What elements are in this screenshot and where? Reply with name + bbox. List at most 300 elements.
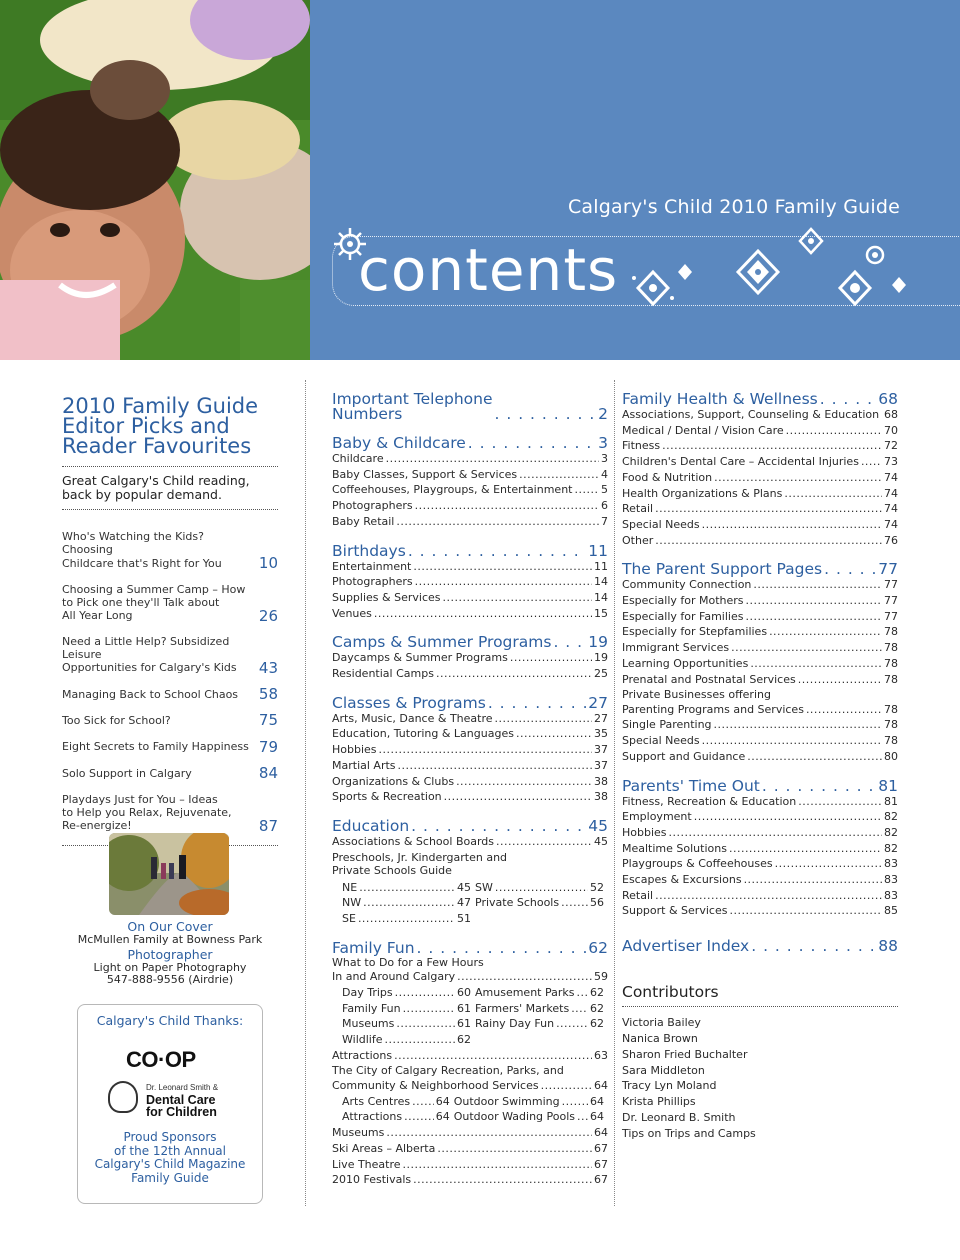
header-band <box>310 0 960 360</box>
leader-dots <box>744 872 882 888</box>
private-businesses-text: Private Businesses offering <box>622 688 771 702</box>
leader-dots <box>561 895 588 911</box>
entry-page: 74 <box>884 486 898 500</box>
leader-dots <box>745 609 882 625</box>
photographer-phone: 547-888-9556 (Airdrie) <box>106 973 234 986</box>
leader-dots <box>359 880 455 896</box>
toc-entry[interactable] <box>332 498 608 514</box>
feature-title: Too Sick for School? <box>62 713 171 727</box>
family-walking-photo <box>109 833 229 915</box>
feature-item[interactable] <box>62 763 278 782</box>
entry-page: 74 <box>884 502 898 516</box>
entry-label: SW <box>475 880 493 894</box>
entry-label: Residential Camps <box>332 667 434 681</box>
toc-pair <box>332 1001 608 1017</box>
dental-doctor: Dr. Leonard Smith & <box>146 1083 219 1092</box>
feature-item[interactable] <box>62 711 278 730</box>
toc-entry[interactable] <box>332 711 608 727</box>
entry-page: 77 <box>884 578 898 592</box>
entry-page: 68 <box>884 408 898 421</box>
leader-dots <box>379 742 592 758</box>
snowflake-icon <box>796 226 826 256</box>
leader-dots <box>404 1109 434 1125</box>
leader-dots <box>753 577 882 593</box>
leader-dots <box>457 969 592 985</box>
feature-item[interactable] <box>62 530 278 570</box>
entry-page: 45 <box>457 880 471 894</box>
feature-page: 84 <box>258 763 278 782</box>
toc-entry[interactable] <box>454 1109 608 1125</box>
entry-page: 62 <box>590 1001 604 1015</box>
toc-entry[interactable] <box>332 969 608 985</box>
entry-label: Immigrant Services <box>622 641 730 655</box>
feature-title: Playdays Just for You – Ideas to Help you Relax, Rejuvenate, Re-energize! <box>62 792 232 833</box>
leader-dots <box>576 985 588 1001</box>
toc-entry[interactable] <box>332 1172 608 1188</box>
feature-page: 87 <box>258 816 278 835</box>
entry-page: 27 <box>594 711 608 725</box>
section-page: 11 <box>588 541 608 560</box>
leader-dots <box>798 672 882 688</box>
leader-dots <box>386 1125 592 1141</box>
leader-dots <box>386 451 599 467</box>
sponsors-box <box>77 1004 263 1204</box>
leader-dots <box>751 939 876 954</box>
preschool-guide-text: Preschools, Jr. Kindergarten and Private Schools Guide <box>332 850 508 878</box>
toc-entry[interactable] <box>622 749 898 765</box>
entry-page: 62 <box>457 1033 471 1047</box>
entry-label: Martial Arts <box>332 758 396 772</box>
leader-dots <box>655 533 882 549</box>
section-title: The Parent Support Pages <box>622 560 823 579</box>
toc-entry[interactable] <box>342 1001 475 1017</box>
section-title: Baby & Childcare <box>332 434 466 452</box>
entry-page: 47 <box>457 896 471 910</box>
toc-entry[interactable] <box>332 834 608 850</box>
section-page: 77 <box>878 560 898 579</box>
leader-dots <box>541 1078 592 1094</box>
toc-pair <box>332 1094 608 1110</box>
entry-label: Baby Retail <box>332 514 395 528</box>
toc-entry[interactable] <box>622 717 898 733</box>
entry-page: 83 <box>884 873 898 887</box>
toc-entry[interactable] <box>622 672 898 688</box>
leader-dots <box>510 650 592 666</box>
toc-entry[interactable] <box>332 1157 608 1173</box>
entry-page: 78 <box>884 656 898 670</box>
feature-page: 75 <box>258 711 278 730</box>
leader-dots <box>553 635 586 650</box>
leader-dots <box>714 470 882 486</box>
toc-entry[interactable] <box>622 624 898 640</box>
section-title: Family Health & Wellness <box>622 390 818 408</box>
leader-dots <box>798 794 882 810</box>
toc-entry[interactable] <box>332 559 608 575</box>
entry-page: 67 <box>594 1157 608 1171</box>
toc-entry[interactable] <box>622 533 898 549</box>
entry-page: 70 <box>884 423 898 437</box>
toc-entry[interactable] <box>332 1048 608 1064</box>
toc-entry[interactable] <box>622 577 898 593</box>
entry-page: 64 <box>435 1094 450 1108</box>
leader-dots <box>417 941 587 956</box>
entry-page: 72 <box>884 439 898 453</box>
entry-page: 14 <box>594 575 608 589</box>
section-title: Family Fun <box>332 938 415 957</box>
leader-dots <box>408 544 586 559</box>
leader-dots <box>729 903 882 919</box>
entry-label: Private Schools <box>475 896 560 910</box>
editor-picks-column <box>62 392 278 1185</box>
toc-entry[interactable] <box>342 880 475 896</box>
entry-page: 38 <box>594 790 608 804</box>
entry-page: 4 <box>601 467 608 481</box>
contributor-name: Sharon Fried Buchalter <box>622 1047 748 1061</box>
entry-label: Outdoor Wading Pools <box>453 1110 576 1124</box>
contributor-name: Dr. Leonard B. Smith <box>622 1110 736 1124</box>
section-heading[interactable] <box>622 392 898 407</box>
snowflake-icon <box>890 276 908 294</box>
leader-dots <box>786 423 882 439</box>
toc-entry[interactable] <box>622 501 898 517</box>
entry-label: Rainy Day Fun <box>475 1017 555 1031</box>
toc-entry[interactable] <box>622 903 898 919</box>
photographer-label: Photographer <box>127 947 213 962</box>
leader-dots <box>413 559 592 575</box>
leader-dots <box>824 562 876 577</box>
coop-logo: CO·OP <box>126 1047 196 1072</box>
toc-entry[interactable] <box>622 656 898 672</box>
leader-dots <box>731 640 882 656</box>
on-cover-text: McMullen Family at Bowness Park <box>77 933 263 946</box>
entry-label: Hobbies <box>622 825 667 839</box>
photographer-name: Light on Paper Photography <box>93 961 247 974</box>
contributor-name: Nanica Brown <box>622 1031 698 1045</box>
entry-label: Community Connection <box>622 578 752 592</box>
toc-entry[interactable] <box>342 1094 454 1110</box>
section-page: 88 <box>878 937 898 956</box>
leader-dots <box>571 1001 588 1017</box>
leader-dots <box>662 438 882 454</box>
toc-entry[interactable] <box>454 1094 608 1110</box>
toc-entry[interactable] <box>342 895 475 911</box>
entry-page: 11 <box>594 559 608 573</box>
leader-dots <box>669 825 882 841</box>
entry-page: 37 <box>594 743 608 757</box>
leader-dots <box>784 486 882 502</box>
contributor-name: Victoria Bailey <box>622 1016 701 1030</box>
section-page: 19 <box>588 633 608 652</box>
leader-dots <box>488 696 586 711</box>
section-title: Birthdays <box>332 541 406 560</box>
leader-dots <box>456 774 592 790</box>
toc-entry[interactable] <box>622 517 898 533</box>
cover-photo <box>109 833 229 915</box>
toc-entry[interactable] <box>622 640 898 656</box>
feature-page: 58 <box>258 684 278 703</box>
section-page: 62 <box>588 938 608 957</box>
toc-entry[interactable] <box>332 1078 608 1094</box>
leader-dots <box>861 454 882 470</box>
entry-label: Support and Guidance <box>622 749 746 763</box>
section-heading[interactable] <box>332 392 608 422</box>
leader-dots <box>495 711 592 727</box>
toc-entry[interactable] <box>622 794 898 810</box>
entry-label: Special Needs <box>622 734 700 748</box>
leader-dots <box>403 1001 455 1017</box>
section-heading[interactable] <box>332 938 608 957</box>
entry-label: Retail <box>622 502 654 516</box>
toc-entry[interactable] <box>332 451 608 467</box>
toc-entry[interactable] <box>332 1141 608 1157</box>
entry-page: 64 <box>594 1126 608 1140</box>
contributor-name: Krista Phillips <box>622 1095 696 1109</box>
entry-label: Escapes & Excursions <box>622 873 742 887</box>
section-page: 81 <box>878 776 898 795</box>
toc-entry[interactable] <box>622 423 898 439</box>
entry-label: Retail <box>622 888 654 902</box>
feature-title: Choosing a Summer Camp – How to Pick one they'll Talk about All Year Long <box>62 582 246 623</box>
feature-page: 26 <box>258 606 278 625</box>
entry-page: 14 <box>594 590 608 604</box>
entry-page: 64 <box>594 1078 608 1092</box>
entry-page: 78 <box>884 641 898 655</box>
entry-page: 25 <box>594 667 608 681</box>
contents-title: contents <box>358 236 619 304</box>
toc-entry[interactable] <box>332 789 608 805</box>
entry-label: NE <box>342 880 358 894</box>
toc-entry[interactable] <box>342 1016 475 1032</box>
toc-entry[interactable] <box>342 911 475 927</box>
entry-page: 5 <box>601 483 608 497</box>
leader-dots <box>363 895 455 911</box>
entry-page: 78 <box>884 625 898 639</box>
hero-photo <box>0 0 310 360</box>
entry-label: Day Trips <box>342 985 393 999</box>
contributor-name: Tracy Lyn Moland <box>622 1079 717 1093</box>
toc-entry[interactable] <box>622 470 898 486</box>
toc-entry[interactable] <box>622 609 898 625</box>
toc-entry[interactable] <box>622 486 898 502</box>
section-heading[interactable] <box>622 776 898 795</box>
toc-entry[interactable] <box>332 574 608 590</box>
leader-dots <box>443 590 593 606</box>
entry-page: 83 <box>884 888 898 902</box>
section-heading[interactable] <box>622 562 898 577</box>
leader-dots <box>437 1141 592 1157</box>
entry-label: Medical / Dental / Vision Care <box>622 423 784 437</box>
entry-label: Associations & School Boards <box>332 834 495 848</box>
entry-label: Baby Classes, Support & Services <box>332 467 518 481</box>
toc-entry[interactable] <box>475 895 608 911</box>
contents-column-middle <box>332 392 608 1188</box>
entry-label: Single Parenting <box>622 718 712 732</box>
leader-dots <box>436 666 592 682</box>
leader-dots <box>495 880 588 896</box>
contributors-heading: Contributors <box>622 983 719 1002</box>
toc-entry[interactable] <box>622 888 898 904</box>
leader-dots <box>694 809 882 825</box>
section-heading[interactable] <box>332 693 608 712</box>
leader-dots <box>519 467 599 483</box>
snowflake-icon <box>675 262 695 282</box>
entry-label: Especially for Stepfamilies <box>622 625 768 639</box>
entry-label: Especially for Mothers <box>622 594 744 608</box>
entry-label: Prenatal and Postnatal Services <box>622 672 796 686</box>
feature-title: Who's Watching the Kids? Choosing Childcare that's Right for You <box>62 530 222 570</box>
divider <box>62 466 278 467</box>
toc-entry[interactable] <box>332 758 608 774</box>
entry-label: Attractions <box>342 1110 403 1124</box>
toc-entry[interactable] <box>332 1125 608 1141</box>
section-title: Advertiser Index <box>622 937 750 956</box>
dental-seal-icon <box>108 1081 138 1113</box>
toc-entry[interactable] <box>622 702 898 718</box>
column-divider <box>614 380 615 1206</box>
entry-label: Organizations & Clubs <box>332 774 455 788</box>
entry-label: NW <box>342 896 362 910</box>
entry-label: Childcare <box>332 452 384 465</box>
toc-entry[interactable] <box>332 650 608 666</box>
section-heading[interactable] <box>622 939 898 954</box>
entry-label: Arts, Music, Dance & Theatre <box>332 711 493 725</box>
toc-entry[interactable] <box>622 407 898 423</box>
entry-label: SE <box>342 912 356 926</box>
entry-page: 85 <box>884 904 898 918</box>
entry-label: Amusement Parks <box>475 985 575 999</box>
contents-column-right <box>622 392 898 1142</box>
entry-label: Fitness, Recreation & Education <box>622 794 797 808</box>
section-page: 68 <box>878 390 898 408</box>
toc-entry[interactable] <box>622 872 898 888</box>
section-heading[interactable] <box>332 541 608 560</box>
divider <box>62 509 278 510</box>
entry-label: Learning Opportunities <box>622 656 749 670</box>
entry-label: Playgroups & Coffeehouses <box>622 857 773 871</box>
leader-dots <box>702 733 882 749</box>
feature-item[interactable] <box>62 793 278 833</box>
leader-dots <box>468 436 596 451</box>
leader-dots <box>806 702 882 718</box>
toc-pair <box>332 1016 608 1032</box>
entry-label: Food & Nutrition <box>622 470 713 484</box>
entry-page: 78 <box>884 734 898 748</box>
toc-entry[interactable] <box>475 1016 608 1032</box>
dental-name: Dental Care for Children <box>146 1093 217 1119</box>
dental-care-logo <box>108 1079 248 1119</box>
feature-item[interactable] <box>62 684 278 703</box>
entry-page: 82 <box>884 841 898 855</box>
entry-page: 7 <box>601 514 608 528</box>
toc-entry[interactable] <box>332 742 608 758</box>
toc-entry[interactable] <box>332 666 608 682</box>
feature-title: Managing Back to School Chaos <box>62 687 239 701</box>
entry-page: 45 <box>594 834 608 848</box>
entry-label: Mealtime Solutions <box>622 841 727 855</box>
entry-page: 76 <box>884 533 898 547</box>
entry-label: Support & Services <box>622 904 728 918</box>
toc-entry[interactable] <box>622 438 898 454</box>
entry-label: Attractions <box>332 1048 393 1062</box>
toc-entry[interactable] <box>475 880 608 896</box>
snowflake-icon <box>830 268 880 308</box>
section-heading[interactable] <box>332 635 608 650</box>
toc-entry[interactable] <box>332 590 608 606</box>
snowflake-icon <box>862 242 888 268</box>
leader-dots <box>413 1172 592 1188</box>
toc-entry[interactable] <box>475 1001 608 1017</box>
leader-dots <box>374 606 592 622</box>
toc-entry[interactable] <box>622 856 898 872</box>
toc-entry[interactable] <box>342 1032 475 1048</box>
entry-label: Museums <box>342 1017 395 1031</box>
contributor-name: Tips on Trips and Camps <box>622 1126 756 1140</box>
entry-label: Parenting Programs and Services <box>622 702 804 716</box>
entry-page: 56 <box>590 896 604 910</box>
section-heading[interactable] <box>332 816 608 835</box>
toc-entry[interactable] <box>332 514 608 530</box>
toc-pair <box>332 895 608 911</box>
leader-dots <box>415 498 599 514</box>
entry-page: 74 <box>884 470 898 484</box>
entry-page: 51 <box>457 912 471 926</box>
entry-label: Wildlife <box>342 1033 383 1047</box>
entry-page: 64 <box>435 1110 450 1124</box>
leader-dots <box>762 779 876 794</box>
entry-page: 83 <box>884 857 898 871</box>
entry-page: 6 <box>601 499 608 513</box>
entry-page: 64 <box>589 1094 604 1108</box>
entry-label: Education, Tutoring & Languages <box>332 727 514 741</box>
toc-entry[interactable] <box>622 454 898 470</box>
toc-entry[interactable] <box>622 733 898 749</box>
toc-entry[interactable] <box>622 825 898 841</box>
entry-page: 77 <box>884 609 898 623</box>
feature-title: Need a Little Help? Subsidized Leisure Opportunities for Calgary's Kids <box>62 634 237 675</box>
leader-dots <box>574 482 599 498</box>
feature-item[interactable] <box>62 583 278 623</box>
leader-dots <box>396 1016 455 1032</box>
toc-entry[interactable] <box>342 985 475 1001</box>
toc-entry[interactable] <box>332 482 608 498</box>
leader-dots <box>495 407 597 422</box>
toc-entry[interactable] <box>342 1109 454 1125</box>
feature-item[interactable] <box>62 737 278 756</box>
entry-page: 52 <box>590 880 604 894</box>
section-title: Education <box>332 816 410 835</box>
toc-entry[interactable] <box>332 467 608 483</box>
section-page: 3 <box>598 434 608 452</box>
leader-dots <box>516 726 592 742</box>
entry-label: Venues <box>332 606 372 620</box>
entry-page: 62 <box>590 1017 604 1031</box>
entry-page: 78 <box>884 718 898 732</box>
section-heading[interactable] <box>332 436 608 451</box>
toc-entry[interactable] <box>332 774 608 790</box>
toc-entry[interactable] <box>622 841 898 857</box>
toc-entry[interactable] <box>332 726 608 742</box>
entry-page: 78 <box>884 672 898 686</box>
entry-label: Live Theatre <box>332 1157 401 1171</box>
toc-entry[interactable] <box>622 593 898 609</box>
feature-item[interactable] <box>62 635 278 675</box>
toc-entry[interactable] <box>475 985 608 1001</box>
toc-pair <box>332 880 608 896</box>
toc-entry[interactable] <box>332 606 608 622</box>
entry-label: Photographers <box>332 575 413 589</box>
entry-label: Associations, Support, Counseling & Education <box>622 408 880 421</box>
toc-entry[interactable] <box>622 809 898 825</box>
